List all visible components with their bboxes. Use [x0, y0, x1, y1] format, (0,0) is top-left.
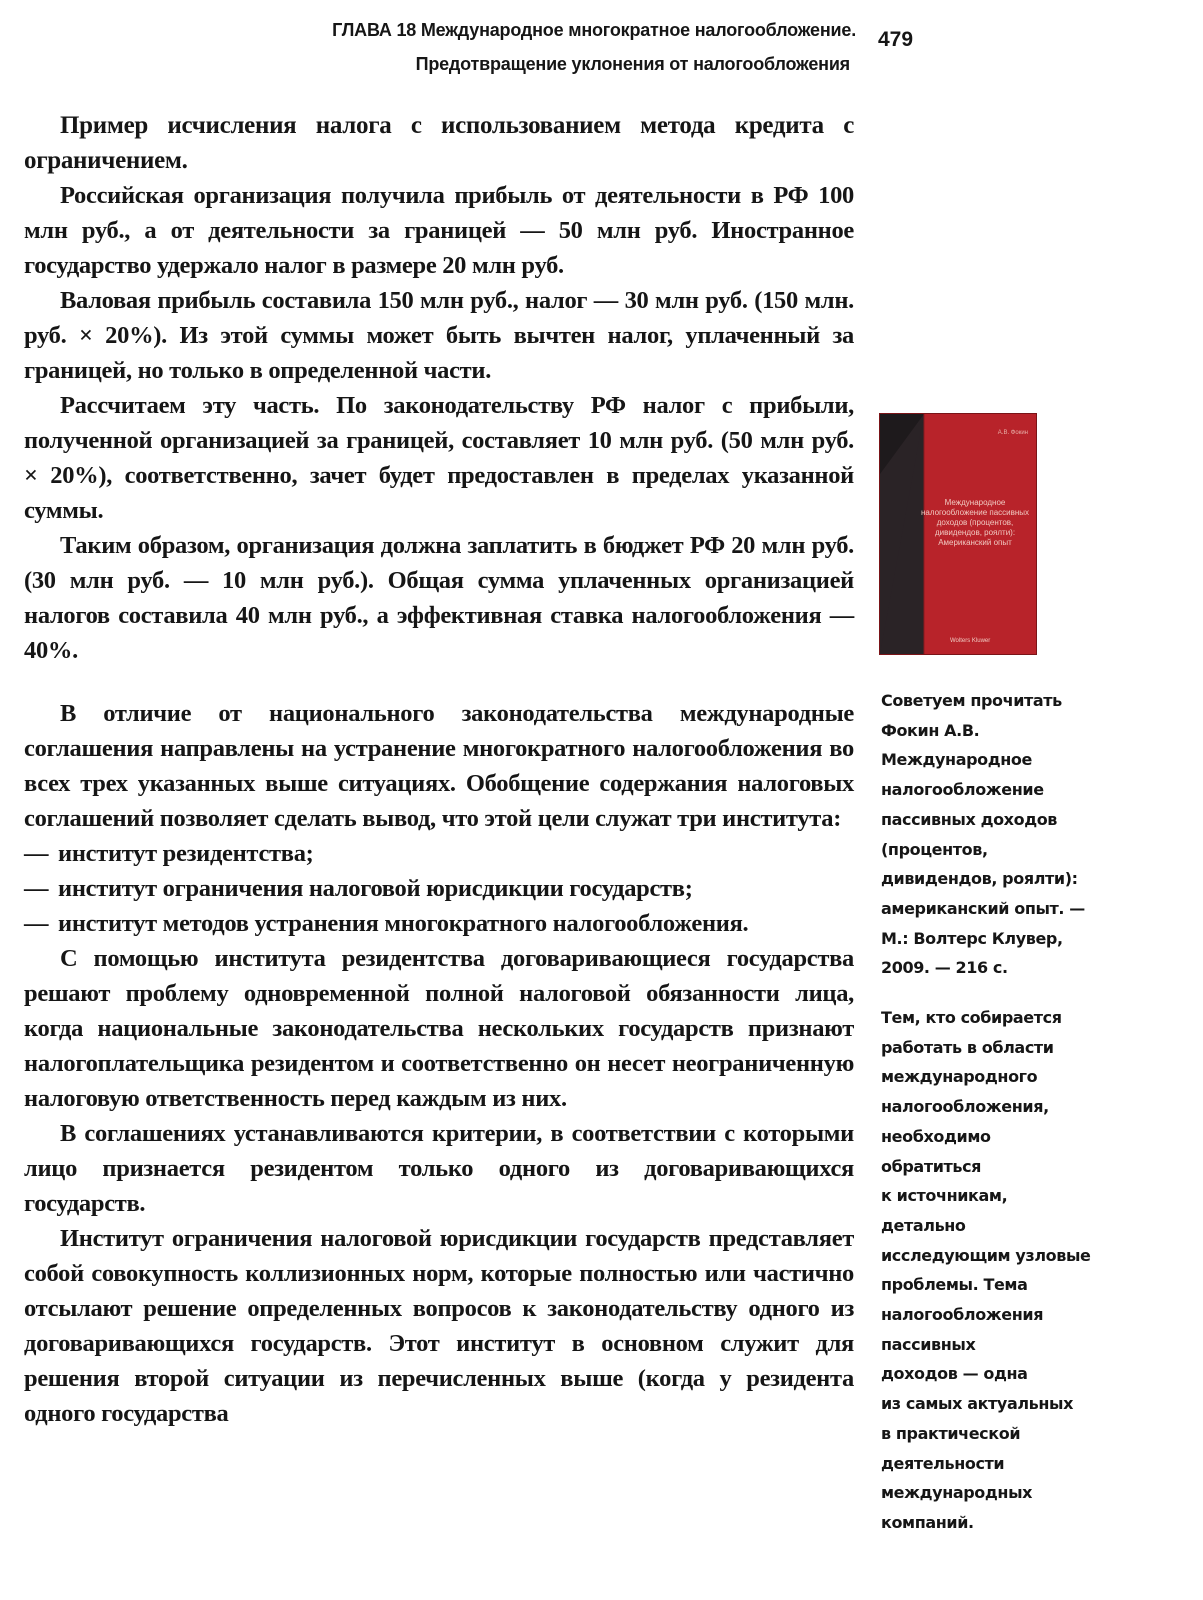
main-text-column: [24, 108, 854, 1431]
sidebar-line: американский опыт. —: [881, 898, 1085, 918]
cover-publisher: Wolters Kluwer: [950, 638, 991, 644]
recommendation-block: [881, 686, 1121, 983]
dash-marker: —: [24, 910, 49, 937]
sidebar-line: из самых актуальных: [881, 1394, 1074, 1414]
jurisdiction-paragraph: [24, 1221, 854, 1431]
example-heading: Пример исчисления налога с использованием метода кредита с ограничением.: [24, 112, 854, 174]
sidebar-line: в практической: [881, 1423, 1021, 1443]
example-paragraph: Российская организация получила прибыль от деятельности в РФ 100 млн руб., а от деятельности за границей — 50 млн руб. Иностранное государство удержало налог в размере 20 млн руб.: [24, 182, 854, 279]
section-gap: [24, 668, 854, 696]
sidebar-line: пассивных: [881, 1334, 976, 1354]
book-cover-image: [880, 414, 1036, 654]
list-item: [24, 836, 854, 871]
sidebar-line: Тем, кто собирается: [881, 1008, 1062, 1028]
sidebar-line: 2009. — 216 с.: [881, 958, 1008, 978]
sidebar-line: (процентов,: [881, 839, 988, 859]
chapter-subtitle: Предотвращение уклонения от налогообложения: [415, 54, 850, 74]
list-item-text: институт резидентства;: [58, 840, 314, 867]
sidebar-line: работать в области: [881, 1037, 1054, 1057]
sidebar-line: к источникам,: [881, 1186, 1008, 1206]
sidebar-line: компаний.: [881, 1512, 974, 1532]
example-paragraph: Рассчитаем эту часть. По законодательству РФ налог с прибыли, полученной организацией за границей, составляет 10 млн руб. (50 млн руб. × 20%), соответственно, зачет будет предоставлен в пределах указанной суммы.: [24, 392, 854, 524]
sidebar-line: деятельности: [881, 1453, 1005, 1473]
sidebar-line: налогообложение: [881, 780, 1044, 800]
list-item: [24, 906, 854, 941]
sidebar-line: доходов — одна: [881, 1364, 1028, 1384]
sidebar-line: М.: Волтерс Клувер,: [881, 928, 1063, 948]
sidebar-line: Фокин А.В.: [881, 720, 980, 740]
sidebar-note: [881, 686, 1121, 1538]
cover-title: Международное налогообложение пассивных доходов (процентов, дивидендов, роялти): Американский опыт: [920, 498, 1030, 547]
intro-paragraph: [24, 696, 854, 836]
sidebar-line: исследующим узловые: [881, 1245, 1091, 1265]
sidebar-line: Международное: [881, 750, 1032, 770]
sidebar-spacer: [881, 983, 1121, 1003]
residence-paragraph: С помощью института резидентства договаривающиеся государства решают проблему одновременной полной налоговой обязанности лица, когда национальные законодательства нескольких государств признают налогоплательщика резидентом и соответственно он несет неограниченную налоговую ответственность перед каждым из них.: [24, 945, 854, 1112]
list-item-text: институт ограничения налоговой юрисдикции государств;: [58, 875, 693, 902]
dash-marker: —: [24, 840, 49, 867]
intro-lead: В отличие от национального законодательства: [60, 700, 653, 727]
list-item: [24, 871, 854, 906]
jurisdiction-emphasis: Институт ограничения налоговой юрисдикции государств: [60, 1225, 701, 1252]
sidebar-line: детально: [881, 1215, 966, 1235]
jurisdiction-tail: представляет собой совокупность коллизионных норм, которые полностью или частично отсылают решение определенных вопросов к законодательству одного из договаривающихся государств. Этот институт в основном служит для решения второй ситуации из перечисленных выше (когда у резидента одного государства: [24, 1225, 855, 1427]
sidebar-line: налогообложения,: [881, 1097, 1049, 1117]
example-paragraph: Валовая прибыль составила 150 млн руб., налог — 30 млн руб. (150 млн. руб. × 20%). Из этой суммы может быть вычтен налог, уплаченный за границей, но только в определенной части.: [24, 287, 854, 384]
sidebar-line: дивидендов, роялти):: [881, 869, 1078, 889]
sidebar-line: необходимо: [881, 1126, 991, 1146]
example-paragraph: Таким образом, организация должна заплатить в бюджет РФ 20 млн руб. (30 млн руб. — 10 млн руб.). Общая сумма уплаченных организацией налогов составила 40 млн руб., а эффективная ставка налогообложения — 40%.: [24, 532, 854, 664]
sidebar-line: международных: [881, 1483, 1033, 1503]
dash-marker: —: [24, 875, 49, 902]
sidebar-line: Советуем прочитать: [881, 691, 1062, 710]
sidebar-line: налогообложения: [881, 1305, 1044, 1325]
intro-emphasis: международные соглашения направлены на устранение многократного налогообложения во всех трех указанных выше ситуациях.: [24, 700, 855, 797]
sidebar-line: международного: [881, 1067, 1038, 1087]
page-number: 479: [878, 28, 914, 51]
advice-block: [881, 1003, 1121, 1538]
list-item-text: институт методов устранения многократного налогообложения.: [58, 910, 749, 937]
sidebar-line: пассивных доходов: [881, 809, 1058, 829]
chapter-title: ГЛАВА 18 Международное многократное налогообложение.: [332, 20, 856, 40]
sidebar-line: проблемы. Тема: [881, 1275, 1028, 1295]
cover-author: А.В. Фокин: [997, 430, 1028, 436]
criteria-paragraph: В соглашениях устанавливаются критерии, в соответствии с которыми лицо признается резидентом только одного из договаривающихся государств.: [24, 1120, 854, 1217]
intro-tail: Обобщение содержания налоговых соглашений позволяет сделать вывод, что этой цели служат три института:: [24, 770, 855, 832]
sidebar-line: обратиться: [881, 1156, 982, 1176]
